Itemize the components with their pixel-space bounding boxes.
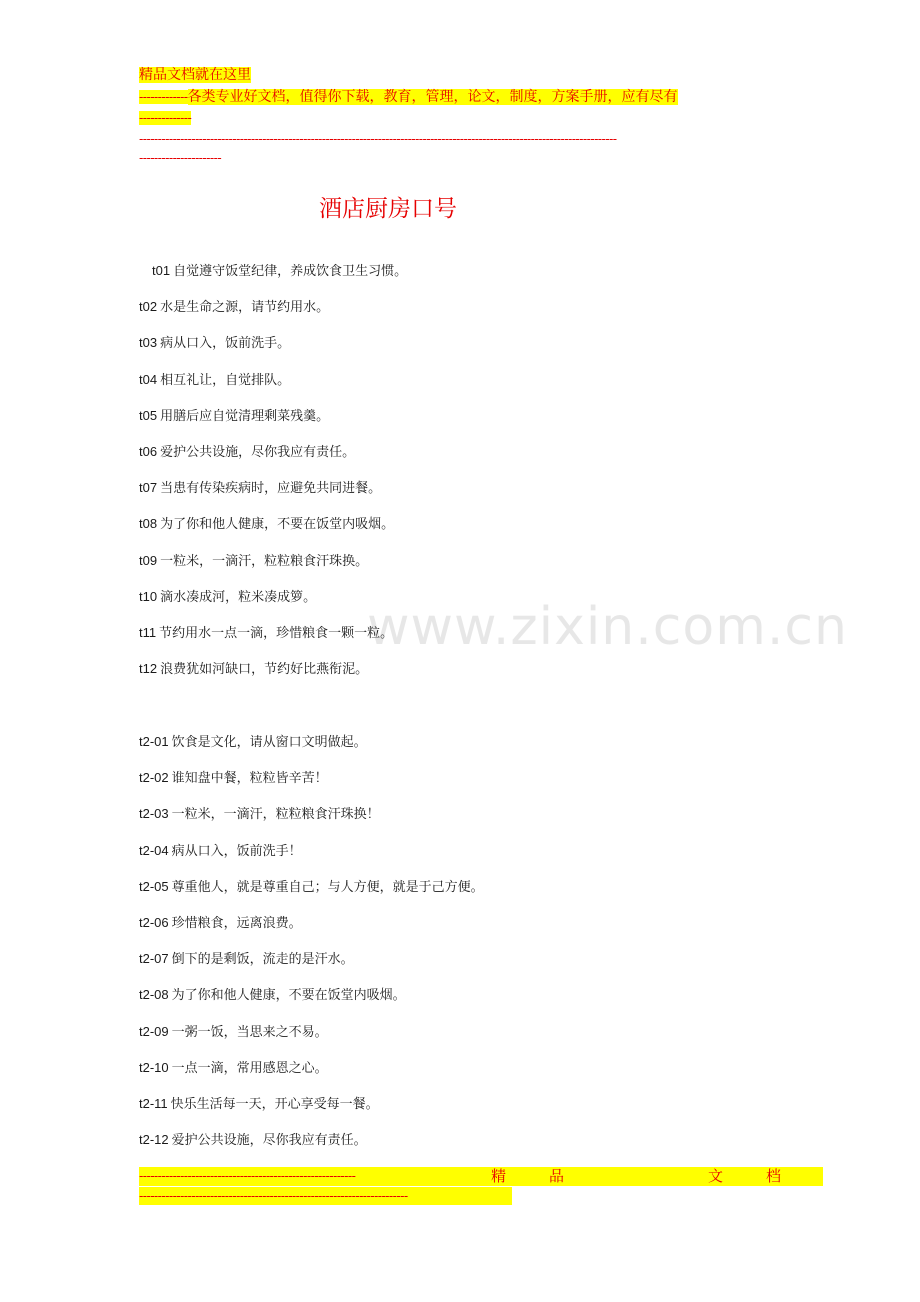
slogan-code: t08 <box>139 516 158 532</box>
slogan-row <box>139 1095 379 1114</box>
header-divider: -------------------------------------------------------------------------------------------------------------------------------- <box>139 132 617 146</box>
slogan-code: t02 <box>139 299 158 315</box>
slogan-row <box>152 262 407 281</box>
slogan-text: 滴水凑成河，粒米凑成箩。 <box>160 589 317 605</box>
footer-dash-line-2: ------------------------------------------------------------------------ <box>139 1189 408 1203</box>
footer-dash-line: ---------------------------------------------------------- <box>139 1169 356 1183</box>
slogan-code: t2-12 <box>139 1132 169 1148</box>
slogan-text: 一粒米，一滴汗，粒粒粮食汗珠换。 <box>160 553 369 569</box>
slogan-text: 为了你和他人健康，不要在饭堂内吸烟。 <box>171 988 406 1004</box>
slogan-text: 自觉遵守饭堂纪律，养成饮食卫生习惯。 <box>173 264 408 279</box>
slogan-text: 水是生命之源，请节约用水。 <box>160 300 330 316</box>
slogan-code: t2-09 <box>139 1023 169 1039</box>
footer-word: 品 <box>549 1167 565 1185</box>
slogan-text: 谁知盘中餐，粒粒皆辛苦！ <box>171 771 328 787</box>
slogan-code: t10 <box>139 588 158 604</box>
slogan-code: t2-02 <box>139 770 169 786</box>
slogan-row <box>139 371 290 390</box>
slogan-code: t04 <box>139 371 158 387</box>
slogan-code: t11 <box>139 625 157 640</box>
slogan-row <box>139 769 328 788</box>
slogan-text: 爱护公共设施，尽你我应有责任。 <box>171 1133 367 1149</box>
slogan-row <box>139 733 367 752</box>
slogan-code: t09 <box>139 552 158 568</box>
header-slogan: 精品文档就在这里 <box>139 67 251 83</box>
slogan-row <box>139 660 368 679</box>
slogan-text: 相互礼让，自觉排队。 <box>160 372 291 388</box>
footer-word: 文 <box>708 1167 724 1185</box>
slogan-row <box>139 334 290 353</box>
slogan-row <box>139 552 368 571</box>
slogan-row <box>139 1059 328 1078</box>
slogan-code: t2-08 <box>139 987 169 1003</box>
slogan-row <box>139 986 406 1005</box>
slogan-code: t07 <box>139 480 158 496</box>
slogan-code: t2-07 <box>139 951 169 967</box>
slogan-code: t05 <box>139 407 158 423</box>
slogan-row <box>139 479 381 498</box>
slogan-code: t12 <box>139 661 158 677</box>
slogan-code: t2-04 <box>139 842 169 858</box>
slogan-row <box>139 805 380 824</box>
slogan-code: t2-01 <box>139 734 169 749</box>
slogan-row <box>139 842 302 861</box>
slogan-text: 当患有传染疾病时，应避免共同进餐。 <box>160 481 382 497</box>
slogan-code: t2-10 <box>139 1059 169 1075</box>
slogan-code: t2-03 <box>139 806 169 822</box>
slogan-code: t01 <box>152 263 171 278</box>
footer-word: 精 <box>491 1167 507 1185</box>
slogan-text: 一点一滴，常用感恩之心。 <box>171 1060 328 1076</box>
slogan-text: 一粥一饭，当思来之不易。 <box>171 1024 328 1040</box>
slogan-code: t2-05 <box>139 878 169 894</box>
slogan-text: 倒下的是剩饭，流走的是汗水。 <box>171 952 354 968</box>
slogan-row <box>139 588 316 607</box>
slogan-row <box>139 624 393 643</box>
slogan-text: 病从口入，饭前洗手！ <box>171 843 302 859</box>
header-dash-short: -------------- <box>139 111 192 125</box>
slogan-row <box>139 515 394 534</box>
watermark: www.zixin.com.cn <box>367 597 848 657</box>
footer-word: 档 <box>766 1167 782 1185</box>
slogan-row <box>139 1131 367 1150</box>
header-divider-tail: ---------------------- <box>139 151 222 165</box>
slogan-text: 快乐生活每一天，开心享受每一餐。 <box>170 1097 379 1112</box>
slogan-code: t03 <box>139 335 158 351</box>
header-tagline: 各类专业好文档，值得你下载，教育，管理，论文，制度，方案手册，应有尽有 <box>187 89 678 105</box>
slogan-row <box>139 298 329 317</box>
slogan-row <box>139 914 302 933</box>
slogan-row <box>139 443 355 462</box>
header-dash-lead: ------------- <box>139 90 188 104</box>
slogan-text: 节约用水一点一滴，珍惜粮食一颗一粒。 <box>159 626 394 641</box>
slogan-code: t2-06 <box>139 915 169 930</box>
slogan-text: 用膳后应自觉清理剩菜残羹。 <box>160 408 330 424</box>
slogan-code: t06 <box>139 444 158 459</box>
slogan-text: 病从口入，饭前洗手。 <box>160 336 291 352</box>
slogan-text: 浪费犹如河缺口，节约好比燕衔泥。 <box>160 662 369 678</box>
slogan-code: t2-11 <box>139 1096 168 1111</box>
slogan-text: 饮食是文化，请从窗口文明做起。 <box>171 735 367 750</box>
slogan-row <box>139 1023 328 1042</box>
slogan-row <box>139 878 484 897</box>
page-title: 酒店厨房口号 <box>319 196 457 222</box>
slogan-text: 爱护公共设施，尽你我应有责任。 <box>160 445 356 460</box>
slogan-text: 为了你和他人健康，不要在饭堂内吸烟。 <box>160 517 395 533</box>
slogan-text: 珍惜粮食，远离浪费。 <box>171 916 302 931</box>
slogan-row <box>139 407 329 426</box>
slogan-row <box>139 950 354 969</box>
slogan-text: 尊重他人，就是尊重自己；与人方便，就是于己方便。 <box>171 879 484 895</box>
slogan-text: 一粒米，一滴汗，粒粒粮食汗珠换！ <box>171 807 380 823</box>
